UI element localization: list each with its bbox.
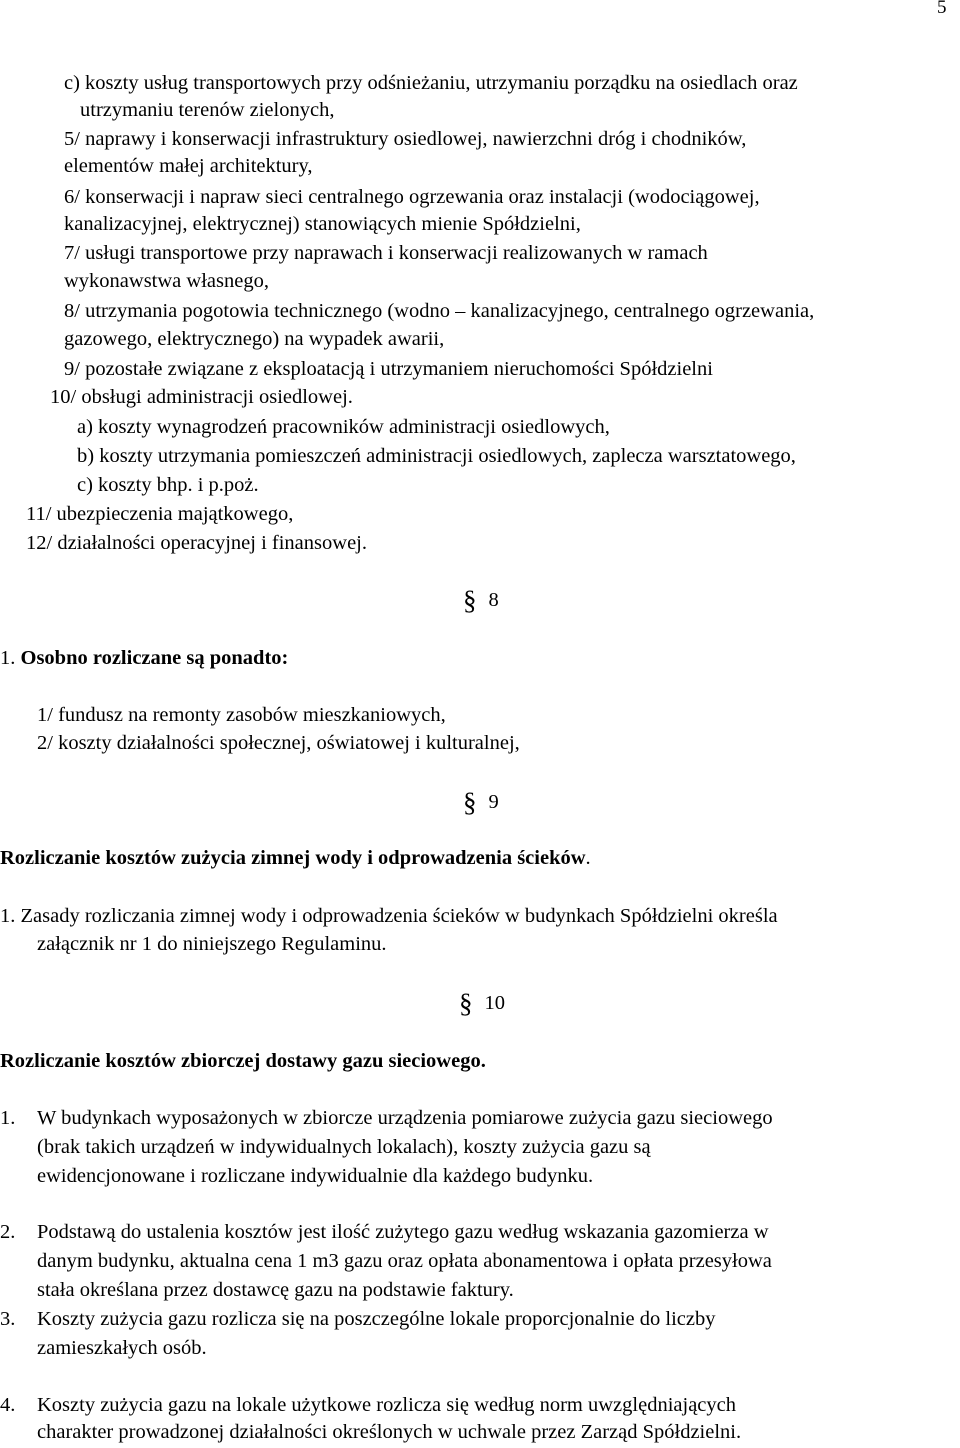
section-10-heading: Rozliczanie kosztów zbiorczej dostawy gazu sieciowego. (0, 1050, 486, 1072)
list-item-8-line1: 8/ utrzymania pogotowia technicznego (wodno – kanalizacyjnego, centralnego ogrzewania, (64, 300, 815, 322)
section-symbol: § (463, 787, 477, 817)
list-item-5-line1: 5/ naprawy i konserwacji infrastruktury osiedlowej, nawierzchni dróg i chodników, (64, 128, 747, 150)
section-9-header (463, 786, 499, 816)
list-item-7-line2: wykonawstwa własnego, (64, 270, 269, 292)
list-item-6-line1: 6/ konserwacji i napraw sieci centralnego ogrzewania oraz instalacji (wodociągowej, (64, 186, 760, 208)
section-10-paragraph-2-line1: Podstawą do ustalenia kosztów jest ilość zużytego gazu według wskazania gazomierza w (37, 1221, 769, 1243)
section-9-paragraph-1-line1: 1. Zasady rozliczania zimnej wody i odprowadzenia ścieków w budynkach Spółdzielni określa (0, 905, 778, 927)
list-item-11: 11/ ubezpieczenia majątkowego, (26, 503, 294, 525)
list-item-c-line1: c) koszty usług transportowych przy odśnieżaniu, utrzymaniu porządku na osiedlach oraz (64, 72, 798, 94)
page-number: 5 (937, 0, 947, 18)
paragraph-number: 1. (0, 647, 16, 669)
list-item-10a: a) koszty wynagrodzeń pracowników administracji osiedlowych, (77, 416, 610, 438)
section-8-header (463, 584, 499, 614)
section-10-paragraph-2-line3: stała określana przez dostawcę gazu na podstawie faktury. (37, 1279, 514, 1301)
section-10-paragraph-3-line1: Koszty zużycia gazu rozlicza się na poszczególne lokale proporcjonalnie do liczby (37, 1308, 716, 1330)
paragraph-heading: Osobno rozliczane są ponadto: (20, 647, 289, 669)
section-10-paragraph-1-line2: (brak takich urządzeń w indywidualnych lokalach), koszty zużycia gazu są (37, 1136, 651, 1158)
section-10-paragraph-4-number: 4. (0, 1394, 16, 1416)
list-item-5-line2: elementów małej architektury, (64, 155, 313, 177)
section-10-paragraph-4-line1: Koszty zużycia gazu na lokale użytkowe rozlicza się według norm uwzględniających (37, 1394, 736, 1416)
section-10-paragraph-3-line2: zamieszkałych osób. (37, 1337, 207, 1359)
list-item-10b: b) koszty utrzymania pomieszczeń administracji osiedlowych, zaplecza warsztatowego, (77, 445, 796, 467)
section-9-paragraph-1-line2: załącznik nr 1 do niniejszego Regulaminu. (37, 933, 387, 955)
section-heading: Rozliczanie kosztów zużycia zimnej wody i odprowadzenia ścieków (0, 847, 586, 869)
section-10-paragraph-2-number: 2. (0, 1221, 16, 1243)
list-item-10c: c) koszty bhp. i p.poż. (77, 474, 259, 496)
section-10-paragraph-2-line2: danym budynku, aktualna cena 1 m3 gazu oraz opłata abonamentowa i opłata przesyłowa (37, 1250, 772, 1272)
section-number: 10 (484, 992, 505, 1014)
section-8-item-2: 2/ koszty działalności społecznej, oświatowej i kulturalnej, (37, 732, 520, 754)
section-9-heading (0, 845, 591, 872)
list-item-9: 9/ pozostałe związane z eksploatacją i utrzymaniem nieruchomości Spółdzielni (64, 358, 713, 380)
section-10-paragraph-1-number: 1. (0, 1107, 16, 1129)
section-number: 9 (488, 791, 499, 813)
section-10-paragraph-4-line2: charakter prowadzonej działalności określonych w uchwale przez Zarząd Spółdzielni. (37, 1421, 742, 1443)
section-8-item-1: 1/ fundusz na remonty zasobów mieszkaniowych, (37, 704, 446, 726)
section-symbol: § (463, 585, 477, 615)
list-item-7-line1: 7/ usługi transportowe przy naprawach i konserwacji realizowanych w ramach (64, 242, 708, 264)
heading-dot: . (585, 847, 591, 869)
section-8-paragraph-1 (0, 645, 288, 672)
section-10-paragraph-1-line1: W budynkach wyposażonych w zbiorcze urządzenia pomiarowe zużycia gazu sieciowego (37, 1107, 773, 1129)
section-10-paragraph-1-line3: ewidencjonowane i rozliczane indywidualnie dla każdego budynku. (37, 1165, 594, 1187)
section-number: 8 (488, 589, 499, 611)
list-item-8-line2: gazowego, elektrycznego) na wypadek awarii, (64, 328, 445, 350)
list-item-6-line2: kanalizacyjnej, elektrycznej) stanowiących mienie Spółdzielni, (64, 213, 581, 235)
section-10-header (459, 987, 505, 1017)
list-item-c-line2: utrzymaniu terenów zielonych, (80, 99, 335, 121)
section-symbol: § (459, 988, 473, 1018)
list-item-10: 10/ obsługi administracji osiedlowej. (50, 386, 353, 408)
section-10-paragraph-3-number: 3. (0, 1308, 16, 1330)
list-item-12: 12/ działalności operacyjnej i finansowej. (26, 532, 367, 554)
